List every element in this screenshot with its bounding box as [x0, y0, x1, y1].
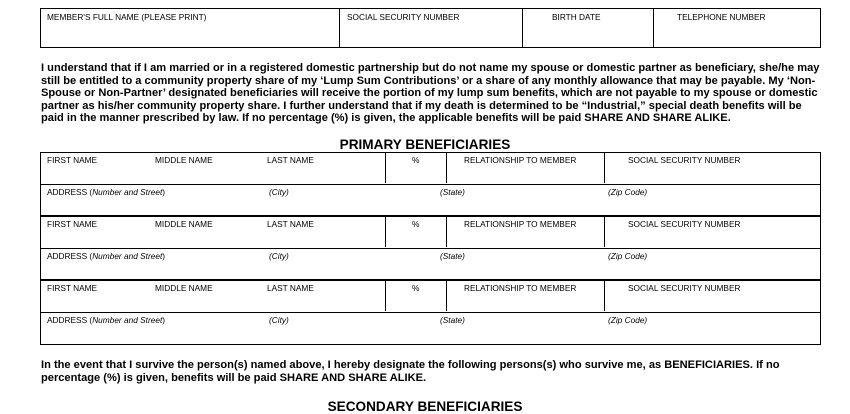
zip-label: (Zip Code) [608, 315, 648, 325]
member-birth-date-label: BIRTH DATE [552, 12, 601, 22]
percent-input[interactable] [386, 227, 446, 247]
city-label: (City) [269, 315, 289, 325]
primary-beneficiary-block [40, 216, 821, 280]
address-prefix: ADDRESS ( [47, 315, 93, 325]
address-italic: Number and Street [92, 251, 163, 261]
first-name-input[interactable] [41, 227, 151, 247]
state-label: (State) [440, 315, 465, 325]
primary-beneficiary-block [40, 152, 821, 216]
ssn-label: SOCIAL SECURITY NUMBER [628, 283, 741, 293]
city-label: (City) [269, 187, 289, 197]
percent-input[interactable] [386, 163, 446, 183]
city-label: (City) [269, 251, 289, 261]
relationship-label: RELATIONSHIP TO MEMBER [464, 155, 577, 165]
first-name-label: FIRST NAME [47, 283, 98, 293]
member-telephone-label: TELEPHONE NUMBER [677, 12, 766, 22]
middle-name-input[interactable] [151, 291, 263, 311]
ssn-label: SOCIAL SECURITY NUMBER [628, 219, 741, 229]
ssn-input[interactable] [605, 227, 820, 247]
address-suffix: ) [162, 251, 166, 261]
member-info-row [40, 8, 821, 48]
last-name-input[interactable] [263, 291, 385, 311]
zip-label: (Zip Code) [608, 251, 648, 261]
member-full-name-label: MEMBER'S FULL NAME (PLEASE PRINT) [47, 12, 207, 22]
last-name-label: LAST NAME [267, 155, 314, 165]
last-name-input[interactable] [263, 227, 385, 247]
state-label: (State) [440, 251, 465, 261]
divider [41, 184, 820, 185]
last-name-label: LAST NAME [267, 283, 314, 293]
member-birth-date-field[interactable] [523, 9, 653, 47]
percent-label: % [412, 283, 420, 293]
secondary-designation-notice: In the event that I survive the person(s) named above, I hereby designate the following persons(s) who survive me, as BENEFICIARIES. If no percentage (%) is given, benefits will be paid SHARE AND SHARE ALIKE. [41, 359, 780, 384]
secondary-beneficiaries-heading: SECONDARY BENEFICIARIES [327, 399, 523, 414]
relationship-input[interactable] [447, 291, 604, 311]
last-name-label: LAST NAME [267, 219, 314, 229]
middle-name-input[interactable] [151, 163, 263, 183]
last-name-input[interactable] [263, 163, 385, 183]
divider [41, 312, 820, 313]
percent-input[interactable] [386, 291, 446, 311]
ssn-input[interactable] [605, 291, 820, 311]
percent-label: % [412, 219, 420, 229]
ssn-input[interactable] [605, 163, 820, 183]
address-suffix: ) [162, 187, 166, 197]
address-italic: Number and Street [92, 315, 163, 325]
relationship-label: RELATIONSHIP TO MEMBER [464, 219, 577, 229]
divider [41, 248, 820, 249]
relationship-input[interactable] [447, 227, 604, 247]
address-italic: Number and Street [92, 187, 163, 197]
member-ssn-field[interactable] [340, 9, 522, 47]
address-suffix: ) [162, 315, 166, 325]
address-input[interactable] [41, 260, 820, 279]
address-prefix: ADDRESS ( [47, 251, 93, 261]
community-property-notice: I understand that if I am married or in a registered domestic partnership but do not name my spouse or domestic partner as beneficiary, she/he may still be entitled to a community property share of my ‘Lump Sum Contributions’ or a share of any monthly allowance that may be payable. My ‘Non-Spouse or Non-Partner’ designated beneficiaries will receive the portion of my lump sum benefits, which are not payable to my spouse or domestic partner as his/her community property share. I further understand that if my death is determined to be “Industrial,” special death benefits will be paid in the manner prescribed by law. If no percentage (%) is given, the applicable benefits will be paid SHARE AND SHARE ALIKE. [41, 62, 820, 125]
member-ssn-label: SOCIAL SECURITY NUMBER [347, 12, 460, 22]
address-input[interactable] [41, 196, 820, 215]
first-name-input[interactable] [41, 291, 151, 311]
first-name-label: FIRST NAME [47, 155, 98, 165]
primary-beneficiary-block [40, 280, 821, 345]
middle-name-label: MIDDLE NAME [155, 219, 213, 229]
first-name-input[interactable] [41, 163, 151, 183]
zip-label: (Zip Code) [608, 187, 648, 197]
primary-beneficiaries-heading: PRIMARY BENEFICIARIES [339, 137, 511, 152]
state-label: (State) [440, 187, 465, 197]
member-telephone-field[interactable] [654, 9, 820, 47]
middle-name-label: MIDDLE NAME [155, 155, 213, 165]
member-full-name-field[interactable] [41, 9, 339, 47]
address-input[interactable] [41, 324, 820, 344]
address-prefix: ADDRESS ( [47, 187, 93, 197]
percent-label: % [412, 155, 420, 165]
middle-name-label: MIDDLE NAME [155, 283, 213, 293]
first-name-label: FIRST NAME [47, 219, 98, 229]
relationship-label: RELATIONSHIP TO MEMBER [464, 283, 577, 293]
relationship-input[interactable] [447, 163, 604, 183]
middle-name-input[interactable] [151, 227, 263, 247]
ssn-label: SOCIAL SECURITY NUMBER [628, 155, 741, 165]
